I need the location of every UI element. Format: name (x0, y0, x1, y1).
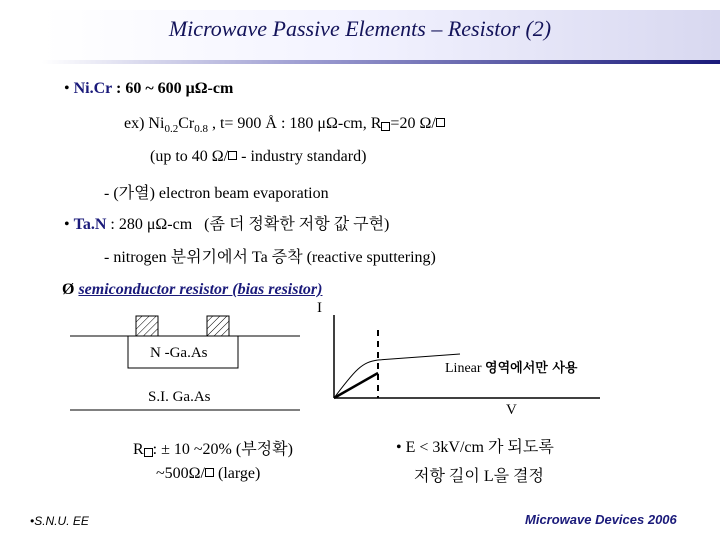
x-axis-label: V (506, 402, 517, 418)
slide-title: Microwave Passive Elements – Resistor (2) (168, 16, 552, 41)
square-icon (228, 151, 237, 160)
tan-note: (좀 더 정확한 저항 값 구현) (204, 216, 390, 233)
efield-line1: • E < 3kV/cm 가 되도록 (396, 439, 554, 456)
bullet-dot: • (64, 80, 70, 97)
footer-right: Microwave Devices 2006 (525, 512, 677, 527)
iv-curve (334, 354, 460, 398)
y-axis-label: I (317, 300, 322, 316)
linear-label-en: Linear (445, 361, 482, 376)
nicr-name: Ni.Cr (73, 80, 112, 97)
ex-post2: =20 Ω/ (390, 115, 436, 132)
example-line (124, 115, 445, 136)
title-underline (42, 60, 720, 64)
ex-pre: ex) Ni (124, 115, 165, 132)
rs-post: : ± 10 ~20% (부정확) (152, 441, 293, 458)
contact-pad-right (207, 316, 229, 336)
ex-sub1: 0.2 (164, 123, 179, 136)
gaas-cross-section (70, 310, 300, 425)
square-icon (436, 118, 445, 127)
rs-line2-pre: ~500Ω/ (156, 465, 205, 482)
nicr-line (64, 80, 233, 98)
efield-line2: 저항 길이 L을 결정 (414, 468, 544, 485)
square-icon (205, 468, 214, 477)
linear-segment (334, 373, 378, 398)
nicr-range: : 60 ~ 600 μΩ-cm (111, 80, 234, 97)
rs-pre: R (133, 441, 144, 458)
ex-mid: Cr (178, 115, 195, 132)
arrow-bullet-icon: Ø (62, 281, 75, 298)
semiconductor-heading: semiconductor resistor (bias resistor) (78, 281, 323, 298)
tan-line (64, 211, 389, 234)
nitrogen-line: - nitrogen 분위기에서 Ta 증착 (reactive sputtering) (104, 249, 436, 266)
ex-sub2: 0.8 (194, 123, 208, 136)
ex-post: , t= 900 Å : 180 μΩ-cm, R (207, 115, 382, 132)
linear-label-kr: 영역에서만 사용 (485, 361, 578, 376)
rs-line2-post: (large) (214, 465, 261, 482)
square-icon (144, 448, 153, 457)
tan-value: : 280 μΩ-cm (106, 216, 193, 233)
contact-pad-left (136, 316, 158, 336)
semiconductor-line (62, 281, 322, 299)
footer-left: •S.N.U. EE (30, 514, 89, 528)
si-gaas-label: S.I. Ga.As (148, 389, 211, 405)
tan-name: Ta.N (73, 216, 107, 233)
upto-post: - industry standard) (237, 148, 367, 165)
rs-value-line (156, 465, 260, 483)
linear-label (445, 357, 577, 377)
heat-line: - (가열) electron beam evaporation (104, 185, 329, 202)
rs-tolerance-line (133, 436, 293, 462)
n-gaas-label: N -Ga.As (150, 345, 208, 361)
bullet-dot: • (64, 216, 70, 233)
upto-pre: (up to 40 Ω/ (150, 148, 229, 165)
upto-line (150, 148, 366, 166)
